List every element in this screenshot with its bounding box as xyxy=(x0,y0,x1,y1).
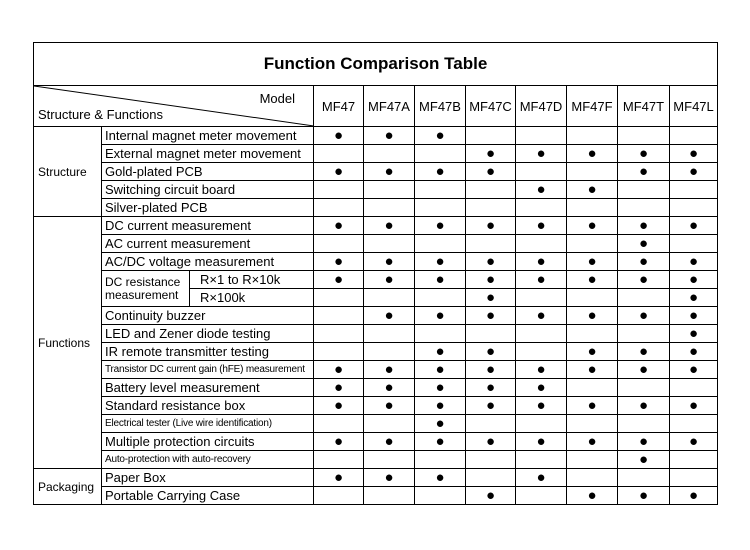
table-row xyxy=(34,397,718,415)
feature-dot-icon: ● xyxy=(466,163,516,181)
row-label: Battery level measurement xyxy=(102,379,314,397)
feature-dot-icon: ● xyxy=(314,253,364,271)
structure-functions-label: Structure & Functions xyxy=(38,107,163,122)
table-row xyxy=(34,379,718,397)
feature-dot-icon: ● xyxy=(415,127,466,145)
empty-cell xyxy=(415,181,466,199)
empty-cell xyxy=(618,127,670,145)
empty-cell xyxy=(314,415,364,433)
empty-cell xyxy=(466,199,516,217)
table-row xyxy=(34,433,718,451)
row-label: AC current measurement xyxy=(102,235,314,253)
feature-dot-icon: ● xyxy=(670,163,718,181)
empty-cell xyxy=(314,307,364,325)
feature-dot-icon: ● xyxy=(567,181,618,199)
row-label: R×1 to R×10k xyxy=(190,271,314,289)
table-row xyxy=(34,271,718,289)
empty-cell xyxy=(314,199,364,217)
empty-cell xyxy=(466,451,516,469)
empty-cell xyxy=(618,325,670,343)
row-label: DC current measurement xyxy=(102,217,314,235)
table-row xyxy=(34,361,718,379)
feature-dot-icon: ● xyxy=(466,343,516,361)
feature-dot-icon: ● xyxy=(670,343,718,361)
feature-dot-icon: ● xyxy=(567,145,618,163)
feature-dot-icon: ● xyxy=(618,433,670,451)
feature-dot-icon: ● xyxy=(364,271,415,289)
empty-cell xyxy=(314,289,364,307)
empty-cell xyxy=(567,199,618,217)
feature-dot-icon: ● xyxy=(516,433,567,451)
empty-cell xyxy=(364,343,415,361)
row-label: Standard resistance box xyxy=(102,397,314,415)
empty-cell xyxy=(516,451,567,469)
model-label: Model xyxy=(259,91,295,106)
feature-dot-icon: ● xyxy=(314,361,364,379)
table-row xyxy=(34,199,718,217)
table-row xyxy=(34,307,718,325)
empty-cell xyxy=(567,127,618,145)
feature-dot-icon: ● xyxy=(314,127,364,145)
table-row xyxy=(34,343,718,361)
feature-dot-icon: ● xyxy=(567,271,618,289)
empty-cell xyxy=(567,451,618,469)
empty-cell xyxy=(364,451,415,469)
table-row xyxy=(34,235,718,253)
empty-cell xyxy=(618,289,670,307)
feature-dot-icon: ● xyxy=(516,469,567,487)
feature-dot-icon: ● xyxy=(670,271,718,289)
feature-dot-icon: ● xyxy=(618,451,670,469)
row-label: Switching circuit board xyxy=(102,181,314,199)
feature-dot-icon: ● xyxy=(466,145,516,163)
feature-dot-icon: ● xyxy=(670,307,718,325)
table-row xyxy=(34,181,718,199)
feature-dot-icon: ● xyxy=(415,397,466,415)
category-functions: Functions xyxy=(34,217,102,469)
feature-dot-icon: ● xyxy=(415,307,466,325)
feature-dot-icon: ● xyxy=(314,433,364,451)
feature-dot-icon: ● xyxy=(516,361,567,379)
table-row xyxy=(34,127,718,145)
feature-dot-icon: ● xyxy=(670,397,718,415)
feature-dot-icon: ● xyxy=(415,433,466,451)
empty-cell xyxy=(670,235,718,253)
row-label: IR remote transmitter testing xyxy=(102,343,314,361)
feature-dot-icon: ● xyxy=(516,253,567,271)
feature-dot-icon: ● xyxy=(415,271,466,289)
empty-cell xyxy=(567,325,618,343)
feature-dot-icon: ● xyxy=(314,217,364,235)
empty-cell xyxy=(364,325,415,343)
table-row xyxy=(34,163,718,181)
table-row xyxy=(34,145,718,163)
feature-dot-icon: ● xyxy=(567,433,618,451)
empty-cell xyxy=(364,235,415,253)
empty-cell xyxy=(314,325,364,343)
comparison-table-container xyxy=(33,42,717,508)
table-row xyxy=(34,487,718,505)
row-label: LED and Zener diode testing xyxy=(102,325,314,343)
empty-cell xyxy=(516,235,567,253)
empty-cell xyxy=(567,163,618,181)
feature-dot-icon: ● xyxy=(364,469,415,487)
empty-cell xyxy=(364,199,415,217)
feature-dot-icon: ● xyxy=(670,487,718,505)
empty-cell xyxy=(466,127,516,145)
row-label: Portable Carrying Case xyxy=(102,487,314,505)
empty-cell xyxy=(618,379,670,397)
empty-cell xyxy=(670,199,718,217)
empty-cell xyxy=(415,199,466,217)
feature-dot-icon: ● xyxy=(364,433,415,451)
model-header-mf47c: MF47C xyxy=(466,86,516,127)
feature-dot-icon: ● xyxy=(466,487,516,505)
feature-dot-icon: ● xyxy=(364,163,415,181)
model-header-mf47b: MF47B xyxy=(415,86,466,127)
table-row xyxy=(34,451,718,469)
feature-dot-icon: ● xyxy=(567,487,618,505)
feature-dot-icon: ● xyxy=(567,343,618,361)
row-label: Silver-plated PCB xyxy=(102,199,314,217)
table-row xyxy=(34,415,718,433)
empty-cell xyxy=(516,199,567,217)
empty-cell xyxy=(364,487,415,505)
empty-cell xyxy=(466,325,516,343)
function-comparison-table xyxy=(33,42,718,505)
feature-dot-icon: ● xyxy=(516,379,567,397)
dc-resistance-group-label: DC resistance measurement xyxy=(102,271,190,307)
feature-dot-icon: ● xyxy=(567,397,618,415)
feature-dot-icon: ● xyxy=(516,397,567,415)
empty-cell xyxy=(364,145,415,163)
feature-dot-icon: ● xyxy=(618,397,670,415)
empty-cell xyxy=(415,235,466,253)
empty-cell xyxy=(314,451,364,469)
feature-dot-icon: ● xyxy=(567,217,618,235)
feature-dot-icon: ● xyxy=(415,343,466,361)
empty-cell xyxy=(670,469,718,487)
table-row xyxy=(34,253,718,271)
row-label: Auto-protection with auto-recovery xyxy=(102,451,314,469)
feature-dot-icon: ● xyxy=(415,163,466,181)
feature-dot-icon: ● xyxy=(466,271,516,289)
empty-cell xyxy=(415,451,466,469)
feature-dot-icon: ● xyxy=(618,271,670,289)
feature-dot-icon: ● xyxy=(670,145,718,163)
empty-cell xyxy=(364,289,415,307)
row-label: AC/DC voltage measurement xyxy=(102,253,314,271)
row-label: Continuity buzzer xyxy=(102,307,314,325)
feature-dot-icon: ● xyxy=(466,217,516,235)
row-label: Paper Box xyxy=(102,469,314,487)
empty-cell xyxy=(516,163,567,181)
empty-cell xyxy=(567,289,618,307)
table-title: Function Comparison Table xyxy=(34,43,718,86)
row-label: R×100k xyxy=(190,289,314,307)
corner-header-cell xyxy=(34,86,314,127)
feature-dot-icon: ● xyxy=(364,307,415,325)
row-label: Electrical tester (Live wire identification) xyxy=(102,415,314,433)
feature-dot-icon: ● xyxy=(415,253,466,271)
feature-dot-icon: ● xyxy=(364,379,415,397)
table-row xyxy=(34,325,718,343)
feature-dot-icon: ● xyxy=(516,271,567,289)
feature-dot-icon: ● xyxy=(618,235,670,253)
feature-dot-icon: ● xyxy=(670,217,718,235)
empty-cell xyxy=(516,415,567,433)
feature-dot-icon: ● xyxy=(364,397,415,415)
model-header-mf47l: MF47L xyxy=(670,86,718,127)
empty-cell xyxy=(618,181,670,199)
feature-dot-icon: ● xyxy=(618,217,670,235)
feature-dot-icon: ● xyxy=(567,253,618,271)
model-header-mf47t: MF47T xyxy=(618,86,670,127)
feature-dot-icon: ● xyxy=(466,379,516,397)
empty-cell xyxy=(618,415,670,433)
feature-dot-icon: ● xyxy=(516,217,567,235)
empty-cell xyxy=(516,325,567,343)
feature-dot-icon: ● xyxy=(516,181,567,199)
empty-cell xyxy=(415,325,466,343)
feature-dot-icon: ● xyxy=(618,253,670,271)
feature-dot-icon: ● xyxy=(415,469,466,487)
feature-dot-icon: ● xyxy=(567,361,618,379)
header-row xyxy=(34,86,718,127)
model-header-mf47a: MF47A xyxy=(364,86,415,127)
feature-dot-icon: ● xyxy=(415,361,466,379)
table-row xyxy=(34,217,718,235)
model-header-mf47f: MF47F xyxy=(567,86,618,127)
empty-cell xyxy=(415,145,466,163)
feature-dot-icon: ● xyxy=(618,361,670,379)
feature-dot-icon: ● xyxy=(314,163,364,181)
empty-cell xyxy=(670,379,718,397)
empty-cell xyxy=(670,127,718,145)
feature-dot-icon: ● xyxy=(670,289,718,307)
feature-dot-icon: ● xyxy=(364,361,415,379)
empty-cell xyxy=(415,487,466,505)
feature-dot-icon: ● xyxy=(618,307,670,325)
empty-cell xyxy=(364,181,415,199)
empty-cell xyxy=(466,235,516,253)
feature-dot-icon: ● xyxy=(314,271,364,289)
category-packaging: Packaging xyxy=(34,469,102,505)
feature-dot-icon: ● xyxy=(466,289,516,307)
empty-cell xyxy=(466,469,516,487)
empty-cell xyxy=(516,487,567,505)
feature-dot-icon: ● xyxy=(314,379,364,397)
empty-cell xyxy=(364,415,415,433)
table-body xyxy=(34,127,718,505)
feature-dot-icon: ● xyxy=(415,415,466,433)
category-structure: Structure xyxy=(34,127,102,217)
empty-cell xyxy=(314,181,364,199)
empty-cell xyxy=(618,199,670,217)
feature-dot-icon: ● xyxy=(466,433,516,451)
empty-cell xyxy=(670,181,718,199)
feature-dot-icon: ● xyxy=(364,217,415,235)
empty-cell xyxy=(314,235,364,253)
row-label: External magnet meter movement xyxy=(102,145,314,163)
feature-dot-icon: ● xyxy=(466,361,516,379)
feature-dot-icon: ● xyxy=(618,343,670,361)
row-label: Internal magnet meter movement xyxy=(102,127,314,145)
feature-dot-icon: ● xyxy=(618,145,670,163)
feature-dot-icon: ● xyxy=(364,127,415,145)
feature-dot-icon: ● xyxy=(670,253,718,271)
feature-dot-icon: ● xyxy=(415,379,466,397)
feature-dot-icon: ● xyxy=(670,325,718,343)
model-header-mf47d: MF47D xyxy=(516,86,567,127)
feature-dot-icon: ● xyxy=(415,217,466,235)
empty-cell xyxy=(466,181,516,199)
feature-dot-icon: ● xyxy=(618,163,670,181)
empty-cell xyxy=(670,451,718,469)
empty-cell xyxy=(567,469,618,487)
feature-dot-icon: ● xyxy=(670,433,718,451)
feature-dot-icon: ● xyxy=(364,253,415,271)
empty-cell xyxy=(415,289,466,307)
empty-cell xyxy=(516,127,567,145)
empty-cell xyxy=(567,235,618,253)
feature-dot-icon: ● xyxy=(466,307,516,325)
row-label: Transistor DC current gain (hFE) measurement xyxy=(102,361,314,379)
empty-cell xyxy=(314,343,364,361)
empty-cell xyxy=(670,415,718,433)
feature-dot-icon: ● xyxy=(618,487,670,505)
empty-cell xyxy=(516,343,567,361)
empty-cell xyxy=(567,379,618,397)
feature-dot-icon: ● xyxy=(670,361,718,379)
empty-cell xyxy=(567,415,618,433)
empty-cell xyxy=(516,289,567,307)
feature-dot-icon: ● xyxy=(466,397,516,415)
feature-dot-icon: ● xyxy=(466,253,516,271)
row-label: Multiple protection circuits xyxy=(102,433,314,451)
row-label: Gold-plated PCB xyxy=(102,163,314,181)
feature-dot-icon: ● xyxy=(314,469,364,487)
feature-dot-icon: ● xyxy=(314,397,364,415)
feature-dot-icon: ● xyxy=(516,307,567,325)
empty-cell xyxy=(466,415,516,433)
empty-cell xyxy=(618,469,670,487)
feature-dot-icon: ● xyxy=(516,145,567,163)
model-header-mf47: MF47 xyxy=(314,86,364,127)
empty-cell xyxy=(314,487,364,505)
table-row xyxy=(34,469,718,487)
feature-dot-icon: ● xyxy=(567,307,618,325)
empty-cell xyxy=(314,145,364,163)
